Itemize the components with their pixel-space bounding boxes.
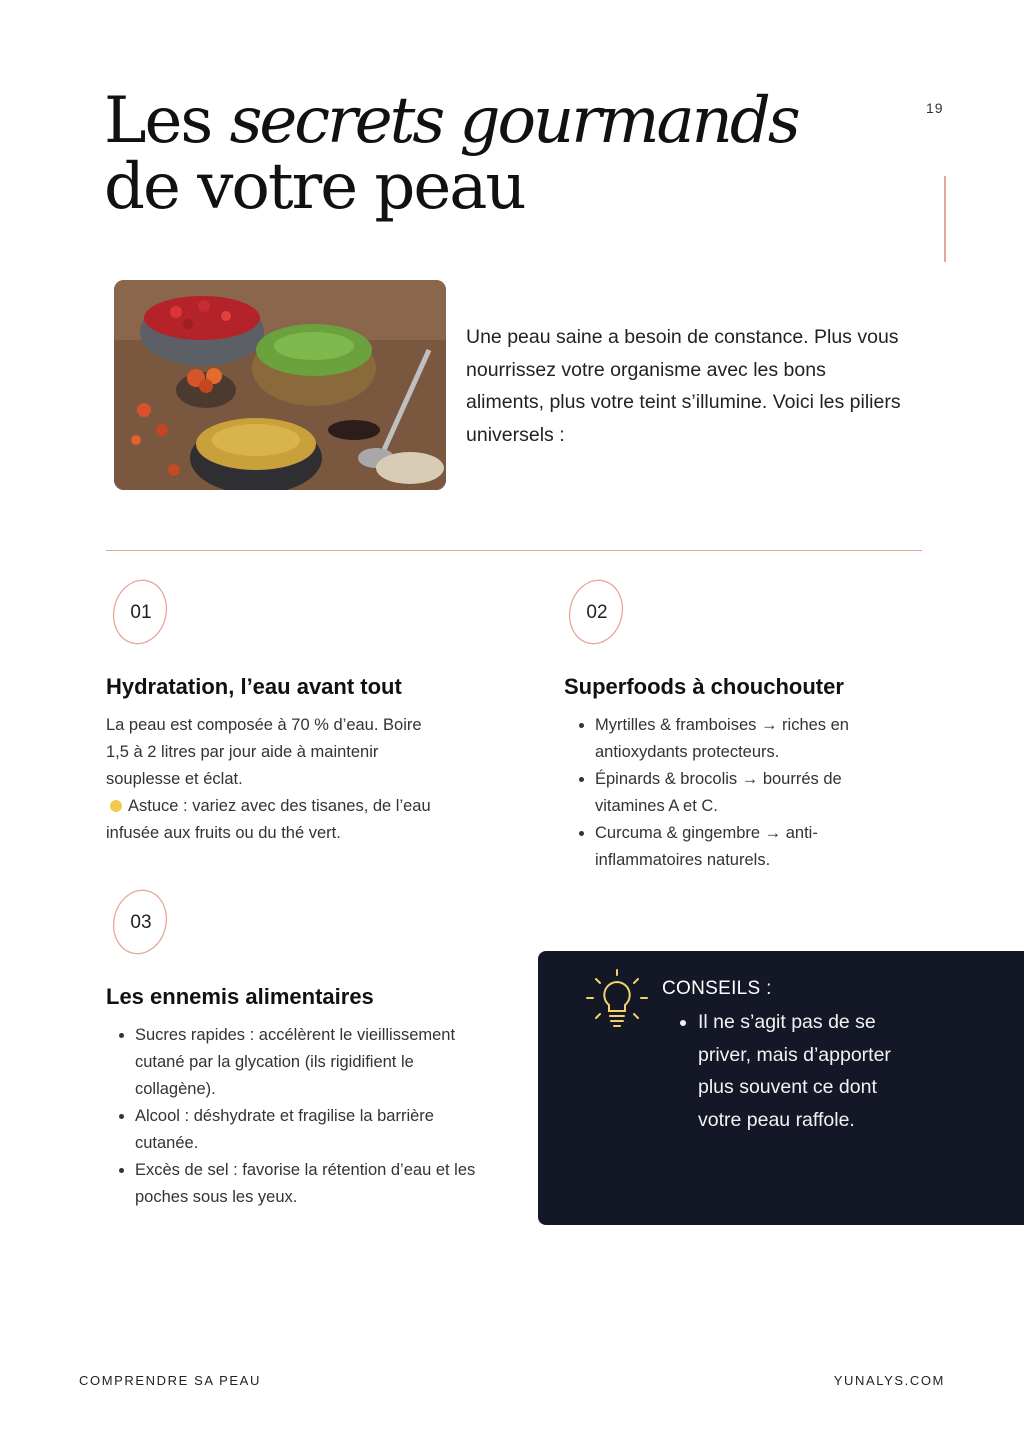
astuce-line (106, 793, 486, 820)
list-item: • Alcool : déshydrate et fragilise la barrière cutanée. (135, 1103, 492, 1157)
horizontal-divider (106, 550, 922, 551)
section-title: Hydratation, l’eau avant tout (106, 674, 402, 699)
section-title: Les ennemis alimentaires (106, 984, 374, 1009)
list-item: • Sucres rapides : accélèrent le vieillissement cutané par la glycation (ils rigidifient le collagène). (135, 1022, 492, 1103)
tip-text: • Il ne s’agit pas de se priver, mais d’apporter plus souvent ce dont votre peau raffole. (698, 1006, 916, 1136)
body-line: 1,5 à 2 litres par jour aide à maintenir (106, 743, 379, 761)
section-number-badge (110, 578, 172, 648)
lightbulb-icon (110, 800, 122, 812)
superfoods-photo (114, 280, 446, 490)
tip-body (676, 1006, 916, 1136)
section-body (106, 712, 486, 847)
section-number: 01 (130, 602, 152, 623)
intro-paragraph: Une peau saine a besoin de constance. Plus vous nourrissez votre organisme avec les bons aliments, plus votre teint s’illumine. Voici les piliers universels : (466, 326, 901, 446)
section-number-badge (566, 578, 628, 648)
body-line: souplesse et éclat. (106, 770, 243, 788)
page-title (104, 84, 798, 224)
list-item: • Excès de sel : favorise la rétention d’eau et les poches sous les yeux. (135, 1157, 492, 1211)
body-line: infusée aux fruits ou du thé vert. (106, 824, 341, 842)
vertical-divider (944, 176, 946, 262)
section-body (566, 712, 886, 874)
section-number: 03 (130, 912, 152, 933)
footer-left: COMPRENDRE SA PEAU (79, 1373, 261, 1388)
footer-right: YUNALYS.COM (833, 1373, 945, 1388)
section-body (106, 1022, 492, 1211)
tip-title: CONSEILS : (662, 978, 772, 999)
list-item: • Curcuma & gingembre → anti-inflammatoires naturels. (595, 820, 886, 874)
lightbulb-icon (584, 968, 650, 1034)
body-line: Astuce : variez avec des tisanes, de l’eau (128, 797, 431, 815)
list-item: • Épinards & brocolis → bourrés de vitamines A et C. (595, 766, 886, 820)
body-line: La peau est composée à 70 % d’eau. Boire (106, 716, 422, 734)
page-number: 19 (926, 100, 944, 116)
title-plain: Les (104, 84, 212, 158)
section-number-badge (110, 888, 172, 958)
title-italic: secrets gourmands (229, 84, 798, 158)
section-title: Superfoods à chouchouter (564, 674, 844, 699)
list-item: • Myrtilles & framboises → riches en antioxydants protecteurs. (595, 712, 886, 766)
section-number: 02 (586, 602, 608, 623)
title-line-2: de votre peau (104, 150, 525, 224)
